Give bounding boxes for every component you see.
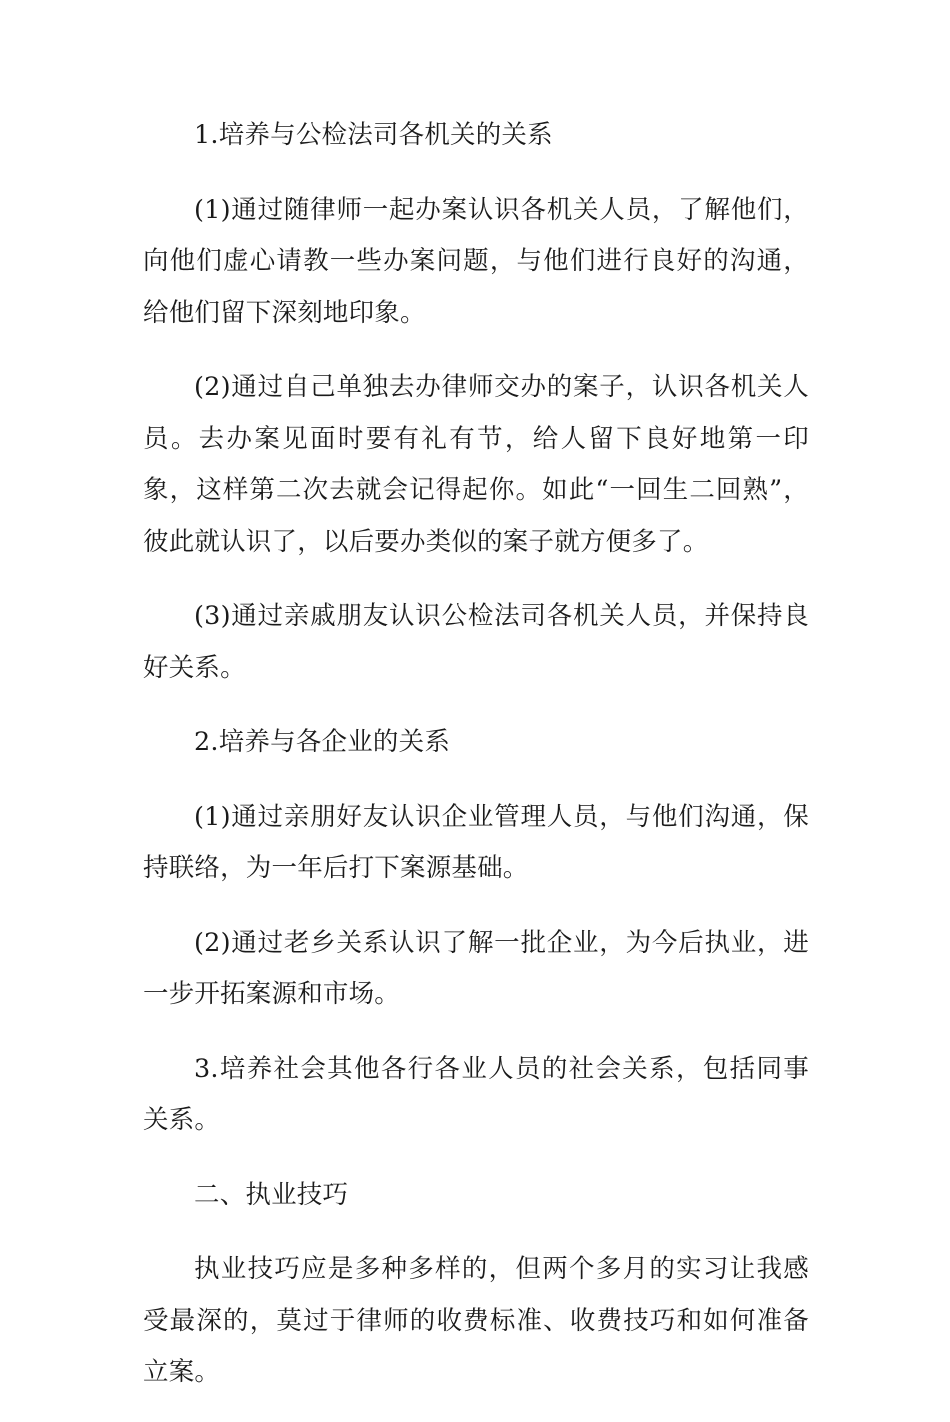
- paragraph-2-2: (2)通过老乡关系认识了解一批企业，为今后执业，进一步开拓案源和市场。: [143, 927, 809, 1009]
- section-heading-1: 1.培养与公检法司各机关的关系: [194, 120, 553, 150]
- section-heading-2: 2.培养与各企业的关系: [194, 727, 451, 757]
- paragraph-1-2: (2)通过自己单独去办律师交办的案子，认识各机关人员。去办案见面时要有礼有节，给人留下良好地第一印象，这样第二次去就会记得起你。如此“一回生二回熟”，彼此就认识了，以后要办类似的案子就方便多了。: [143, 372, 809, 557]
- paragraph-1-1: (1)通过随律师一起办案认识各机关人员，了解他们，向他们虚心请教一些办案问题，与他们进行良好的沟通，给他们留下深刻地印象。: [143, 194, 809, 328]
- section-heading-3: 3.培养社会其他各行各业人员的社会关系，包括同事关系。: [143, 1053, 809, 1135]
- paragraph-1-3: (3)通过亲戚朋友认识公检法司各机关人员，并保持良好关系。: [143, 601, 809, 683]
- paragraph-2-1: (1)通过亲朋好友认识企业管理人员，与他们沟通，保持联络，为一年后打下案源基础。: [143, 801, 809, 883]
- document-body: [143, 110, 809, 1422]
- paragraph-practice-skills: 执业技巧应是多种多样的，但两个多月的实习让我感受最深的，莫过于律师的收费标准、收费技巧和如何准备立案。: [143, 1254, 809, 1387]
- chapter-heading-practice-skills: 二、执业技巧: [194, 1179, 349, 1210]
